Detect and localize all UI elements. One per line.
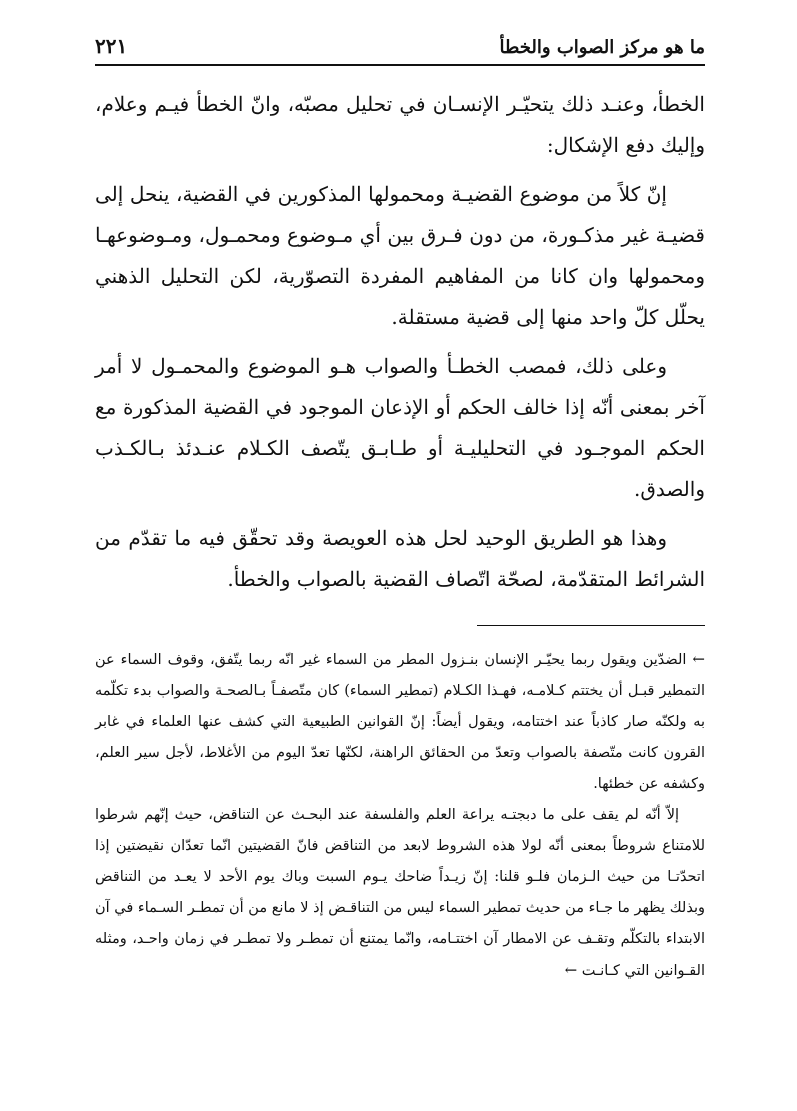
footnotes <box>95 644 705 987</box>
body-paragraph-4: وهذا هو الطريق الوحيد لحل هذه العويصة وقد تحقّق فيه ما تقدّم من الشرائط المتقدّمة، لصحّة اتّصاف القضية بالصواب والخطأ. <box>95 526 705 591</box>
body-paragraph-3: وعلى ذلك، فمصب الخطـأ والصواب هـو الموضوع والمحمـول لا أمر آخر بمعنى أنّه إذا خالف الحكم أو الإذعان الموجود في القضية المذكورة مع الحكم الموجـود في التحليليـة أو طـابـق يتّصف الكـلام عنـدئذ بـالكـذب والصدق. <box>95 354 705 501</box>
body-paragraph-1: الخطأ، وعنـد ذلك يتحيّـر الإنسـان في تحليل مصبّه، وانّ الخطأ فيـم وعلام، وإليك دفع الإشكال: <box>95 92 705 157</box>
page-number: ٢٢١ <box>95 34 128 58</box>
body-paragraph-2: إنّ كلاً من موضوع القضيـة ومحمولها المذكورين في القضية، ينحل إلى قضيـة غير مذكـورة، من دون فـرق بين أي مـوضوع ومحمـول، ومـوضوعهـا ومحمولها وان كانا من المفاهيم المفردة التصوّرية، لكن التحليل الذهني يحلّل كلّ واحد منها إلى قضية مستقلة. <box>95 182 705 329</box>
next-page-arrow-icon: ← <box>564 961 578 979</box>
footnote-paragraph-1 <box>95 644 705 800</box>
footnote-text-1: الضدّين ويقول ربما يحيّـر الإنسان بنـزول المطر من السماء غير انّه ربما يتّفق، وقوف السماء عن التمطير قبـل أن يختتم كـلامـه، فهـذا الكـلام (تمطير السماء) كان متّصفـاً بـالصحـة والصواب بدء تكلّمه به ولكنّه صار كاذباً عند اختتامه، ويقول أيضاً: إنّ القوانين الطبيعية التي كشف عنها العلماء في غابر القرون كانت متّصفة بالصواب وتعدّ من الحقائق الراهنة، لكنّها تعدّ اليوم من الأغلاط، لأجل سير العلم، وكشفه عن خطئها. <box>95 652 705 792</box>
running-header <box>95 30 705 66</box>
footnote-separator <box>477 625 705 626</box>
running-title: ما هو مركز الصواب والخطأ <box>499 37 705 58</box>
footnote-paragraph-2 <box>95 800 705 987</box>
continuation-arrow-icon: ← <box>692 650 705 668</box>
footnote-text-2: إلاّ أنّه لم يقف على ما دبجتـه يراعة العلم والفلسفة عند البحـث عن التناقض، حيث إنّهم شرطوا للامتناع شروطاً بمعنى أنّه لولا هذه الشروط لابعد من التناقض فانّ القضيتين انّما تعدّان نقيضتين إذا اتحدّتـا من حيث الـزمان فلـو قلنا: إنّ زيـداً ضاحك يـوم السبت وباك يوم الأحد لا يعـد من التناقض وبذلك يظهر ما جـاء من حديث تمطير السماء ليس من التناقـض إذ لا مانع من أن تمطـر السـماء في آن الابتداء بالتكلّم وتقـف عن الامطار آن اختتـامه، وانّما يمتنع أن تمطـر ولا تمطـر في زمان واحـد، ومثله القـوانين التي كـانـت <box>95 807 705 979</box>
main-text <box>95 84 705 608</box>
